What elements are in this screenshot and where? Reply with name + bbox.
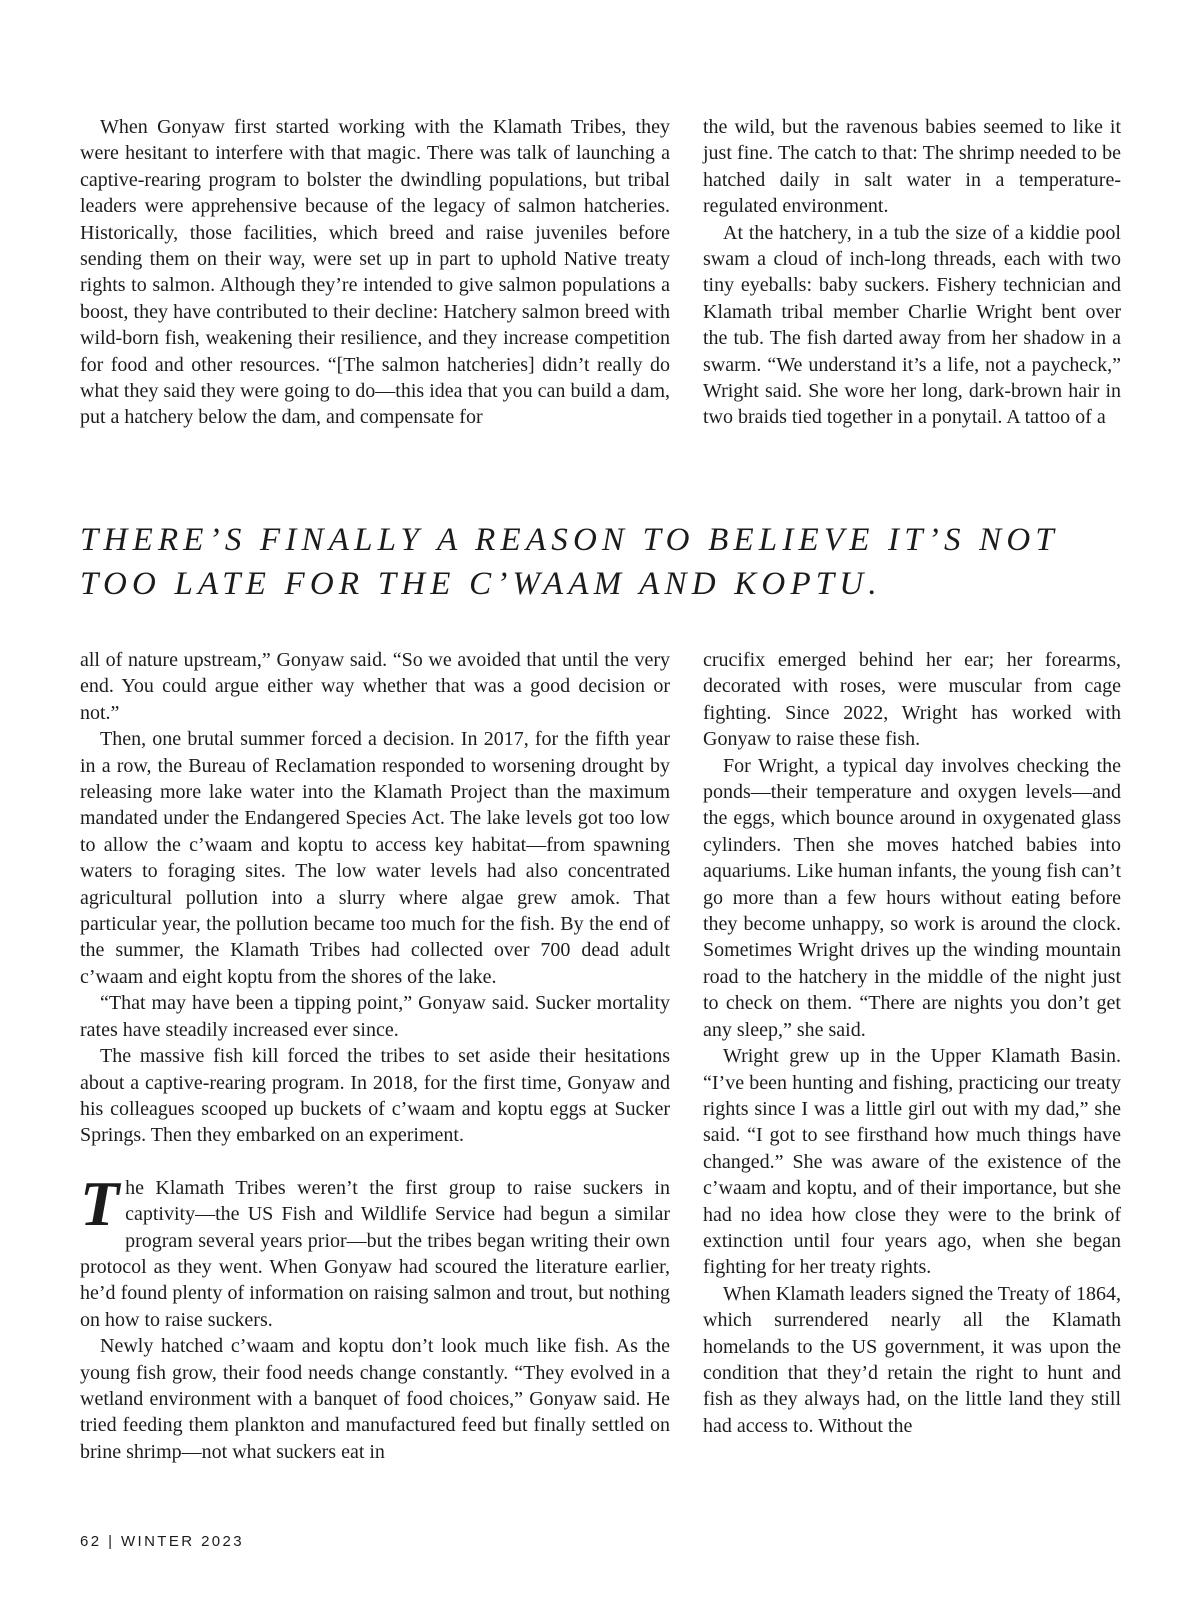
body-paragraph: The massive fish kill forced the tribes to set aside their hesitations about a captive-rearing program. In 2018, for the first time, Gonyaw and his colleagues scooped up buckets of c’waam and koptu eggs at Sucker Springs. Then they embarked on an experiment. xyxy=(80,1045,670,1147)
body-paragraph: “That may have been a tipping point,” Gonyaw said. Sucker mortality rates have steadily increased ever since. xyxy=(80,992,670,1041)
body-paragraph: When Klamath leaders signed the Treaty of 1864, which surrendered nearly all the Klamath homelands to the US government, it was upon the condition that they’d retain the right to hunt and fish as they always had, on the little land they still had access to. Without the xyxy=(703,1282,1121,1437)
body-paragraph: Newly hatched c’waam and koptu don’t look much like fish. As the young fish grow, their food needs change constantly. “They evolved in a wetland environment with a banquet of food choices,” Gonyaw said. He tried feeding them plankton and manufactured feed but finally settled on brine shrimp—not what suckers eat in xyxy=(80,1335,670,1463)
body-paragraph: When Gonyaw first started working with the Klamath Tribes, they were hesitant to interfere with that magic. There was talk of launching a captive-rearing program to bolster the dwindling populations, but tribal leaders were apprehensive because of the legacy of salmon hatcheries. Historically, those facilities, which breed and raise juveniles before sending them on their way, were set up in part to uphold Native treaty rights to salmon. Although they’re intended to give salmon populations a boost, they have contributed to their decline: Hatchery salmon breed with wild-born fish, weakening their resilience, and they increase competition for food and other resources. “[The salmon hatcheries] didn’t really do what they said they were going to do—this idea that you can build a dam, put a hatchery below the dam, and compensate for xyxy=(80,116,670,429)
pull-quote: THERE’S FINALLY A REASON TO BELIEVE IT’S NOT TOO LATE FOR THE C’WAAM AND KOPTU. xyxy=(80,522,1059,602)
section-opening-text: he Klamath Tribes weren’t the first group to raise suckers in captivity—the US Fish and Wildlife Service had begun a similar program several years prior—but the tribes began writing their own protocol as they went. When Gonyaw had scoured the literature earlier, he’d found plenty of information on raising salmon and trout, but nothing on how to raise suckers. xyxy=(80,1176,670,1331)
body-paragraph: Wright grew up in the Upper Klamath Basin. “I’ve been hunting and fishing, practicing our treaty rights since I was a little girl out with my dad,” she said. “I got to see firsthand how much things have changed.” She was aware of the existence of the c’waam and koptu, and of their importance, but she had no idea how close they were to the brink of extinction until four years ago, when she began fighting for her treaty rights. xyxy=(703,1045,1121,1279)
column-top-right xyxy=(703,114,1121,431)
column-top-left xyxy=(80,114,670,431)
body-paragraph: crucifix emerged behind her ear; her forearms, decorated with roses, were muscular from cage fighting. Since 2022, Wright has worked with Gonyaw to raise these fish. xyxy=(703,649,1121,751)
section-opening-paragraph xyxy=(80,1167,670,1333)
body-paragraph: all of nature upstream,” Gonyaw said. “So we avoided that until the very end. You could argue either way whether that was a good decision or not.” xyxy=(80,649,670,724)
folio-separator: | xyxy=(101,1533,121,1550)
column-bottom-left xyxy=(80,647,670,1465)
column-bottom-right xyxy=(703,647,1121,1439)
page-number: 62 xyxy=(80,1533,102,1550)
body-paragraph: At the hatchery, in a tub the size of a kiddie pool swam a cloud of inch-long threads, each with two tiny eyeballs: baby suckers. Fishery technician and Klamath tribal member Charlie Wright bent over the tub. The fish darted away from her shadow in a swarm. “We understand it’s a life, not a paycheck,” Wright said. She wore her long, dark-brown hair in two braids tied together in a ponytail. A tattoo of a xyxy=(703,221,1121,429)
body-paragraph: For Wright, a typical day involves checking the ponds—their temperature and oxygen levels—and the eggs, which bounce around in oxygenated glass cylinders. Then she moves hatched babies into aquariums. Like human infants, the young fish can’t go more than a few hours without eating before they become unhappy, so work is around the clock. Sometimes Wright drives up the winding mountain road to the hatchery in the middle of the night just to check on them. “There are nights you don’t get any sleep,” she said. xyxy=(703,754,1121,1041)
page-folio xyxy=(80,1533,244,1550)
issue-label: WINTER 2023 xyxy=(120,1533,245,1550)
body-paragraph: Then, one brutal summer forced a decision. In 2017, for the fifth year in a row, the Bureau of Reclamation responded to worsening drought by releasing more lake water into the Klamath Project than the maximum mandated under the Endangered Species Act. The lake levels got too low to allow the c’waam and koptu to access key habitat—from spawning waters to foraging sites. The low water levels had also concentrated agricultural pollution into a slurry where algae grew amok. That particular year, the pollution became too much for the fish. By the end of the summer, the Klamath Tribes had collected over 700 dead adult c’waam and eight koptu from the shores of the lake. xyxy=(80,728,670,988)
body-paragraph: the wild, but the ravenous babies seemed to like it just fine. The catch to that: The shrimp needed to be hatched daily in salt water in a temperature-regulated environment. xyxy=(703,116,1121,218)
drop-cap: T xyxy=(80,1167,120,1239)
